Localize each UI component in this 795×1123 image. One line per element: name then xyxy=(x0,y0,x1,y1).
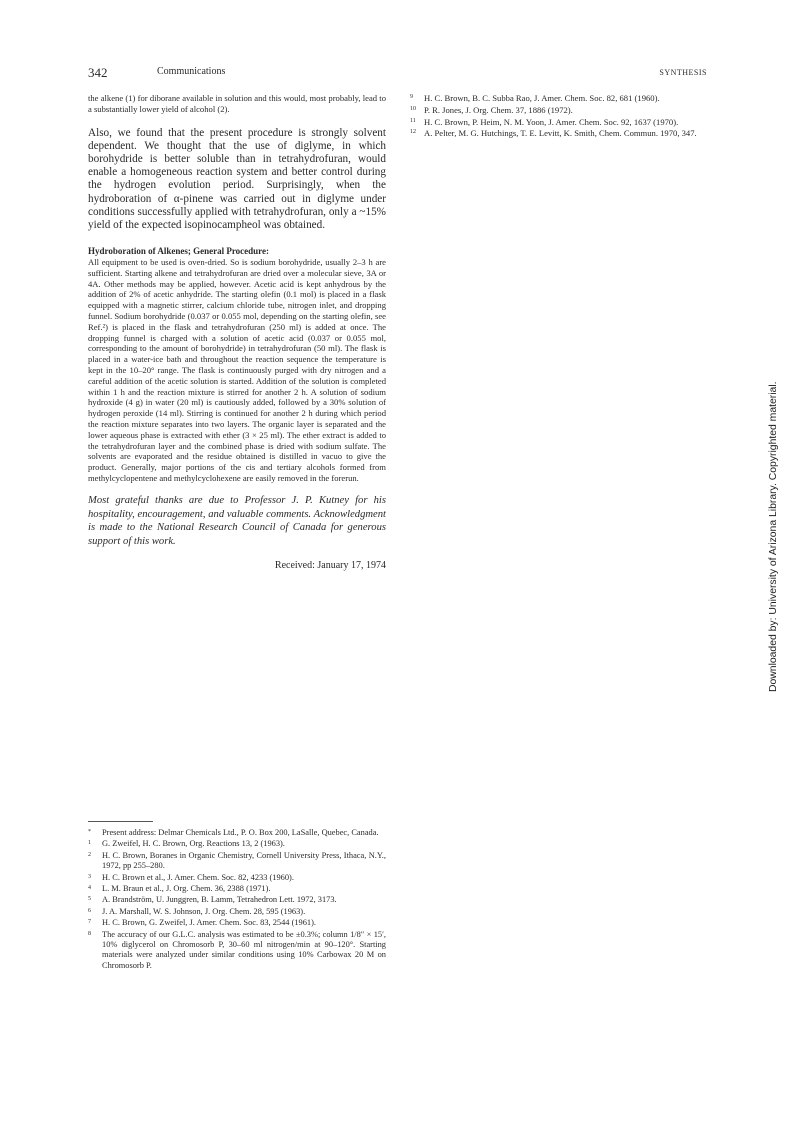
footnote-item xyxy=(88,930,386,972)
footnote-item xyxy=(88,839,386,849)
footnote-number: 1 xyxy=(88,840,91,847)
footnote-number: 3 xyxy=(88,873,91,880)
footnote-number: * xyxy=(88,829,91,835)
footnote-item xyxy=(88,873,386,883)
footnote-text: The accuracy of our G.L.C. analysis was estimated to be ±0.3%; column 1/8″ × 15′, 10% diglycerol on Chromosorb P, 30–60 ml nitrogen/min at 90–120°. Starting materials were analyzed under similar conditions using 10% Carbowax 20 M on Chromosorb P. xyxy=(102,929,386,970)
reference-item xyxy=(410,117,708,128)
paragraph-2: Also, we found that the present procedure is strongly solvent dependent. We thought that the use of diglyme, in which borohydride is better soluble than in tetrahydrofuran, would enable a homogeneous reaction system and better control during the hydrogen evolution period. Surprisingly, when the hydroboration of α-pinene was carried out in diglyme under conditions successfully applied with tetrahydrofuran, only a ~15% yield of the expected isopinocampheol was obtained. xyxy=(88,126,386,232)
footnote-text: A. Brandström, U. Junggren, B. Lamm, Tetrahedron Lett. 1972, 3173. xyxy=(102,895,337,905)
footnote-text: L. M. Braun et al., J. Org. Chem. 36, 2388 (1971). xyxy=(102,884,271,894)
reference-text: P. R. Jones, J. Org. Chem. 37, 1886 (1972). xyxy=(424,104,573,115)
download-watermark: Downloaded by: University of Arizona Library. Copyrighted material. xyxy=(768,381,779,692)
left-column xyxy=(88,93,386,572)
reference-number: 10 xyxy=(410,105,416,112)
journal-name: SYNTHESIS xyxy=(659,68,707,77)
reference-item xyxy=(410,128,708,139)
reference-text: A. Pelter, M. G. Hutchings, T. E. Levitt, K. Smith, Chem. Commun. 1970, 347. xyxy=(424,128,697,139)
section-title: Communications xyxy=(157,66,226,77)
footnote-number: 4 xyxy=(88,885,91,892)
received-date: Received: January 17, 1974 xyxy=(274,559,386,571)
footnote-text: G. Zweifel, H. C. Brown, Org. Reactions 13, 2 (1963). xyxy=(102,839,285,849)
reference-text: H. C. Brown, B. C. Subba Rao, J. Amer. Chem. Soc. 82, 681 (1960). xyxy=(424,93,660,103)
procedure-text: All equipment to be used is oven-dried. So is sodium borohydride, usually 2–3 h are sufficient. Starting alkene and tetrahydrofuran are dried over a molecular sieve, 3A or 4A. Other methods may be applied, however. Acetic acid is kept anhydrous by the addition of 2% of acetic anhydride. The starting olefin (0.1 mol) is placed in a flask equipped with a magnetic stirrer, calcium chloride tube, nitrogen inlet, and dropping funnel. Sodium borohydride (0.037 or 0.055 mol, depending on the starting olefin, see Ref.²) is placed in the flask and tetrahydrofuran (250 ml) is added at once. The dropping funnel is charged with a solution of acetic acid (0.037 or 0.055 mol, corresponding to the amount of borohydride) in tetrahydrofuran (50 ml). The flask is placed in a water-ice bath and throughout the reaction sequence the temperature is kept in the 10–20° range. The flask is continuously purged with dry nitrogen and a careful addition of the acetic solution is started. Addition of the solution is completed within 1 h and the reaction mixture is stirred for another 2 h. A solution of sodium hydroxide (4 g) in water (20 ml) is cautiously added, followed by a 30% solution of hydrogen peroxide (14 ml). Stirring is continued for another 2 h during which period the reaction mixture separates into two layers. The organic layer is separated and the lower aqueous phase is extracted with ether (3 × 25 ml). The ether extract is added to the tetrahydrofuran layer and the combined phase is dried with sodium sulfate. The solvents are evaporated and the residue obtained is distilled in vacuo to give the product. Generally, major portions of the cis and tertiary alcohols formed from methylcyclopentene and methylcyclohexene are easily removed in the forerun. xyxy=(88,257,386,483)
footnote-number: 5 xyxy=(88,896,91,903)
page-number: 342 xyxy=(88,65,108,80)
footnote-item xyxy=(88,851,386,872)
footnote-number: 2 xyxy=(88,851,91,858)
reference-number: 9 xyxy=(410,94,413,100)
footnote-divider xyxy=(88,821,153,822)
paragraph-1: the alkene (1) for diborane available in solution and this would, most probably, lead to a substantially lower yield of alcohol (2). xyxy=(88,93,386,114)
footnote-item xyxy=(88,907,386,917)
procedure-heading: Hydroboration of Alkenes; General Procedure: xyxy=(88,246,269,257)
reference-item xyxy=(410,93,708,104)
footnote-item xyxy=(88,884,386,894)
footnote-text: Present address: Delmar Chemicals Ltd., P. O. Box 200, LaSalle, Quebec, Canada. xyxy=(102,828,379,837)
footnote-number: 7 xyxy=(88,919,91,926)
footnote-text: J. A. Marshall, W. S. Johnson, J. Org. Chem. 28, 595 (1963). xyxy=(102,906,306,916)
footnote-text: H. C. Brown et al., J. Amer. Chem. Soc. 82, 4233 (1960). xyxy=(102,872,294,882)
reference-item xyxy=(410,105,708,116)
acknowledgment: Most grateful thanks are due to Professor J. P. Kutney for his hospitality, encouragement, and valuable comments. Acknowledgment is made to the National Research Council of Canada for generous support of this work. xyxy=(88,494,386,548)
footnote-list xyxy=(88,828,386,972)
reference-list xyxy=(410,93,708,140)
footnote-number: 8 xyxy=(88,930,91,937)
footnote-number: 6 xyxy=(88,907,91,914)
footnote-item xyxy=(88,828,386,838)
reference-number: 11 xyxy=(410,117,416,124)
footnote-text: H. C. Brown, Boranes in Organic Chemistry, Cornell University Press, Ithaca, N.Y., 1972, pp 255–280. xyxy=(102,850,386,871)
footnote-item xyxy=(88,895,386,905)
reference-number: 12 xyxy=(410,129,416,136)
reference-text: H. C. Brown, P. Heim, N. M. Yoon, J. Amer. Chem. Soc. 92, 1637 (1970). xyxy=(424,116,679,127)
footnote-text: H. C. Brown, G. Zweifel, J. Amer. Chem. Soc. 83, 2544 (1961). xyxy=(102,918,317,928)
footnote-item xyxy=(88,918,386,928)
